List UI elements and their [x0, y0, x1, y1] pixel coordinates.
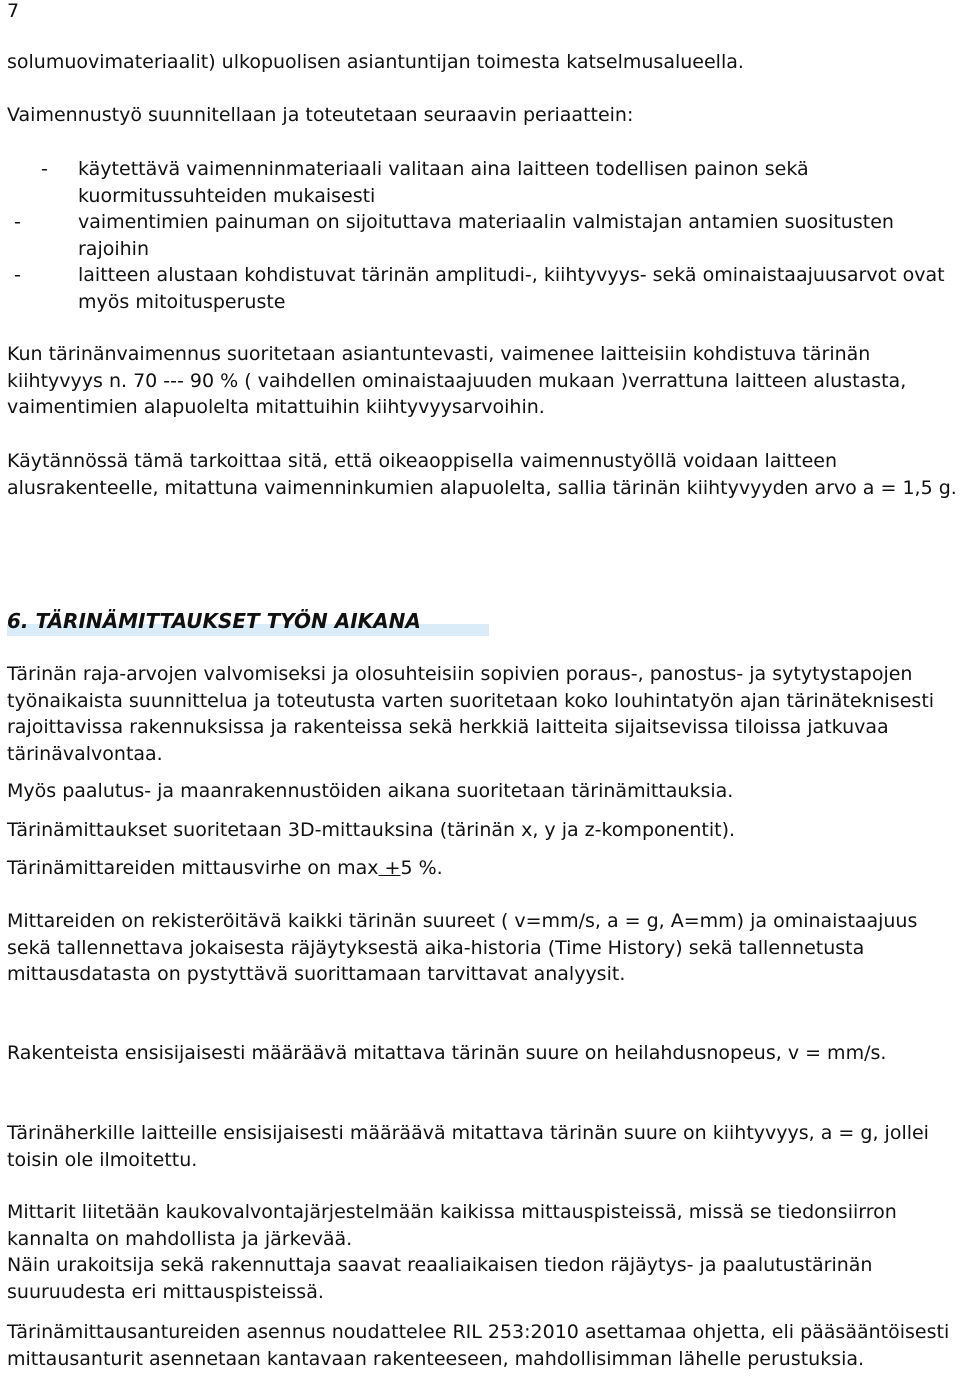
list-item: [7, 209, 957, 262]
list-item: [7, 156, 957, 209]
paragraph: Myös paalutus- ja maanrakennustöiden aikana suoritetaan tärinämittauksia.: [7, 780, 734, 802]
text-run: 5 %.: [400, 857, 443, 879]
paragraph: Mittareiden on rekisteröitävä kaikki tärinän suureet ( v=mm/s, a = g, A=mm) ja ominaistaajuus sekä tallennettava jokaisesta räjäytyksestä aika-historia (Time History) sekä tallennetusta mittausdatasta on pystyttävä suorittamaan tarvittavat analyysit.: [7, 910, 918, 985]
text-run: Tärinämittareiden mittausvirhe on max: [7, 857, 379, 879]
paragraph: Rakenteista ensisijaisesti määräävä mitattava tärinän suure on heilahdusnopeus, v = mm/s.: [7, 1042, 887, 1064]
list-dash: -: [14, 264, 21, 286]
list-item-text: vaimentimien painuman on sijoituttava materiaalin valmistajan antamien suositusten rajoihin: [78, 211, 894, 260]
list-dash: -: [14, 211, 21, 233]
paragraph: Käytännössä tämä tarkoittaa sitä, että oikeaoppisella vaimennustyöllä voidaan laitteen alusrakenteelle, mitattuna vaimenninkumien alapuolelta, sallia tärinän kiihtyvyyden arvo a = 1,5 g.: [7, 450, 957, 499]
list-item: [7, 262, 957, 315]
intro-line-1: solumuovimateriaalit) ulkopuolisen asiantuntijan toimesta katselmusalueella.: [7, 51, 744, 73]
plus-minus-sign: +: [378, 857, 401, 879]
principles-list: [7, 156, 957, 315]
paragraph: Tärinäherkille laitteille ensisijaisesti määräävä mitattava tärinän suure on kiihtyvyys, a = g, jollei toisin ole ilmoitettu.: [7, 1122, 929, 1171]
section-heading: 6. TÄRINÄMITTAUKSET TYÖN AIKANA: [7, 608, 489, 636]
paragraph: Kun tärinänvaimennus suoritetaan asiantuntevasti, vaimenee laitteisiin kohdistuva tärinän kiihtyvyys n. 70 --- 90 % ( vaihdellen ominaistaajuuden mukaan )verrattuna laitteen alustasta, vaimentimien alapuolelta mitattuihin kiihtyvyysarvoihin.: [7, 343, 907, 418]
list-dash: -: [41, 158, 48, 180]
list-item-text: laitteen alustaan kohdistuvat tärinän amplitudi-, kiihtyvyys- sekä ominaistaajuusarvot ovat myös mitoitusperuste: [78, 264, 945, 313]
paragraph: Tärinän raja-arvojen valvomiseksi ja olosuhteisiin sopivien poraus-, panostus- ja sytytystapojen työnaikaista suunnittelua ja toteutusta varten suoritetaan koko louhintatyön ajan tärinäteknisesti rajoittavissa rakennuksissa ja rakenteissa sekä herkkiä laitteita sijaitsevissa tiloissa jatkuvaa tärinävalvontaa.: [7, 663, 935, 765]
list-item-text: käytettävä vaimenninmateriaali valitaan aina laitteen todellisen painon sekä kuormitussuhteiden mukaisesti: [78, 158, 809, 207]
paragraph: Näin urakoitsija sekä rakennuttaja saavat reaaliaikaisen tiedon räjäytys- ja paalutustärinän suuruudesta eri mittauspisteissä.: [7, 1254, 873, 1303]
intro-line-2: Vaimennustyö suunnitellaan ja toteutetaan seuraavin periaattein:: [7, 104, 634, 126]
paragraph: Tärinämittausantureiden asennus noudattelee RIL 253:2010 asettamaa ohjetta, eli pääsääntöisesti mittausanturit asennetaan kantavaan rakenteeseen, mahdollisimman lähelle perustuksia.: [7, 1321, 950, 1370]
page-number: 7: [7, 0, 20, 22]
paragraph: Mittarit liitetään kaukovalvontajärjestelmään kaikissa mittauspisteissä, missä se tiedonsiirron kannalta on mahdollista ja järkevää.: [7, 1201, 897, 1250]
paragraph: Tärinämittaukset suoritetaan 3D-mittauksina (tärinän x, y ja z-komponentit).: [7, 819, 736, 841]
paragraph: [7, 855, 957, 882]
